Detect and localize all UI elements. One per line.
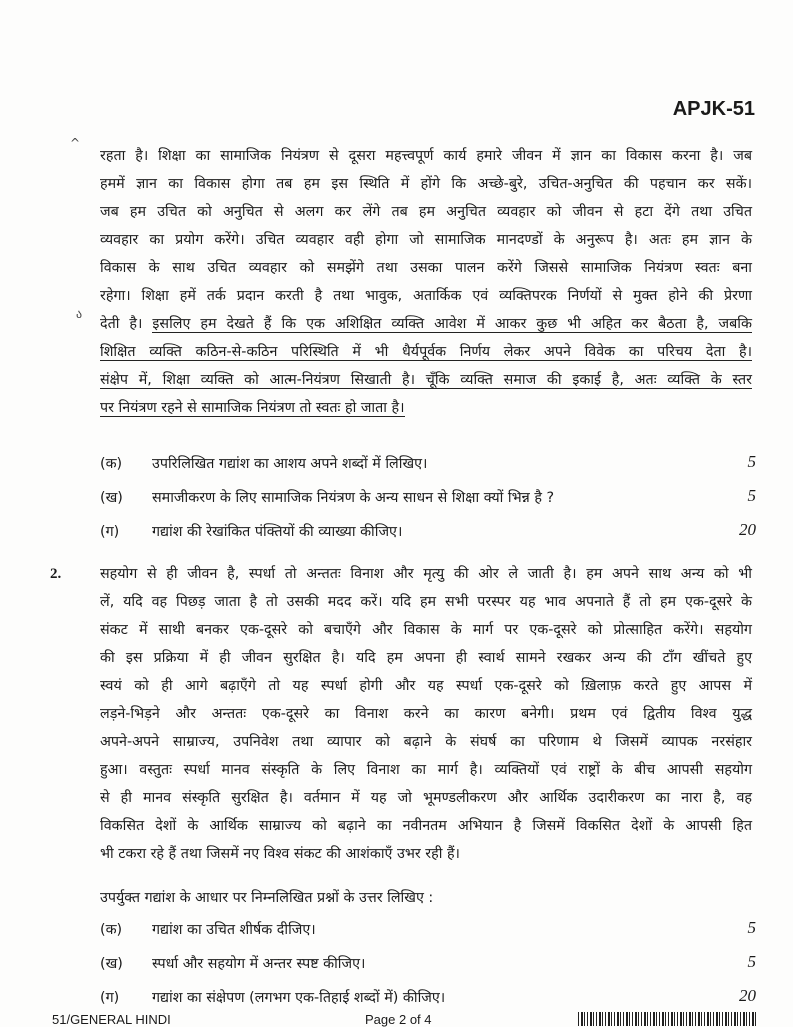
question-2c	[100, 984, 760, 1012]
question-label: (ख)	[100, 490, 123, 506]
underlined-text: इसलिए हम देखते हैं कि एक अशिक्षित व्यक्ति आवेश में आकर कुछ भी अहित कर बैठता है, जबकि	[152, 316, 752, 332]
passage-1	[100, 142, 752, 422]
question-marks: 5	[747, 952, 756, 971]
passage-text: देती है।	[100, 316, 153, 332]
question-2a	[100, 916, 760, 944]
passage-2	[100, 560, 752, 868]
question-marks: 5	[747, 452, 756, 471]
margin-mark: ^	[70, 136, 81, 150]
passage-line: भी टकरा रहे हैं तथा जिसमें नए विश्व संकट की आशंकाएँ उभर रही हैं।	[100, 846, 460, 862]
instruction-text: उपर्युक्त गद्यांश के आधार पर निम्नलिखित प्रश्नों के उत्तर लिखिए :	[100, 890, 434, 906]
question-text: समाजीकरण के लिए सामाजिक नियंत्रण के अन्य साधन से शिक्षा क्यों भिन्न है ?	[152, 490, 555, 506]
passage-line: रहता है। शिक्षा का सामाजिक नियंत्रण से दूसरा महत्त्वपूर्ण कार्य हमारे जीवन में ज्ञान का विकास करना है। जब	[100, 148, 752, 164]
question-2b	[100, 950, 760, 978]
question-text: गद्यांश का संक्षेपण (लगभग एक-तिहाई शब्दों में) कीजिए।	[152, 990, 446, 1006]
passage-line	[100, 394, 752, 422]
question-label: (क)	[100, 922, 123, 938]
question-marks: 5	[747, 486, 756, 505]
passage-line: विकसित देशों के आर्थिक साम्राज्य को बढ़ाने का नवीनतम अभियान है जिसमें विकसित देशों के आपसी हित	[100, 818, 752, 834]
question-text: गद्यांश की रेखांकित पंक्तियों की व्याख्या कीजिए।	[152, 524, 403, 540]
passage-line: रहेगा। शिक्षा हमें तर्क प्रदान करती है तथा भावुक, अतार्किक एवं व्यक्तिपरक निर्णयों से मुक्त होने की प्रेरणा	[100, 288, 752, 304]
question-text: गद्यांश का उचित शीर्षक दीजिए।	[152, 922, 316, 938]
underlined-text: पर नियंत्रण रहने से सामाजिक नियंत्रण तो स्वतः हो जाता है।	[100, 400, 405, 416]
question-number: 2.	[50, 566, 62, 582]
passage-line: हममें ज्ञान का विकास होगा तब हम इस स्थिति में होंगे कि अच्छे-बुरे, उचित-अनुचित की पहचान कर सकें।	[100, 176, 752, 192]
passage-line: हुआ। वस्तुतः स्पर्धा मानव संस्कृति के लिए विनाश का मार्ग है। व्यक्तियों एवं राष्ट्रों के बीच आपसी सहयोग	[100, 762, 752, 778]
question-marks: 5	[747, 918, 756, 937]
question-label: (क)	[100, 456, 123, 472]
page-number: Page 2 of 4	[365, 1012, 432, 1027]
question-label: (ख)	[100, 956, 123, 972]
underlined-text: संक्षेप में, शिक्षा व्यक्ति को आत्म-नियंत्रण सिखाती है। चूँकि व्यक्ति समाज की इकाई है, अतः व्यक्ति के स्तर	[100, 372, 752, 388]
passage-line: लड़ने-भिड़ने और अन्ततः एक-दूसरे का विनाश करने का कारण बनेगी। प्रथम एवं द्वितीय विश्व युद्ध	[100, 706, 752, 722]
underlined-text: शिक्षित व्यक्ति कठिन-से-कठिन परिस्थिति में भी धैर्यपूर्वक निर्णय लेकर अपने विवेक का परिचय देता है।	[100, 344, 752, 360]
question-text: उपरिलिखित गद्यांश का आशय अपने शब्दों में लिखिए।	[152, 456, 428, 472]
passage-line: संकट में साथी बनकर एक-दूसरे को बचाएँगे और विकास के मार्ग पर एक-दूसरे को प्रोत्साहित करेंगे। सहयोग	[100, 622, 752, 638]
passage-line: स्वयं को ही आगे बढ़ाएँगे तो यह स्पर्धा होगी और यह स्पर्धा एक-दूसरे को ख़िलाफ़ करते हुए आपस में	[100, 678, 752, 694]
question-marks: 20	[739, 520, 756, 539]
margin-mark: ა	[76, 307, 83, 321]
passage-line: जब हम उचित को अनुचित से अलग कर लेंगे तब हम अनुचित व्यवहार को जीवन से हटा देंगे तथा उचित	[100, 204, 752, 220]
passage-line	[100, 310, 752, 338]
passage-line: लें, यदि वह पिछड़ जाता है तो उसकी मदद करें। यदि हम सभी परस्पर यह भाव अपनाते हैं तो हम एक-दूसरे के	[100, 594, 752, 610]
passage-line	[100, 366, 752, 394]
passage-line: विकास के साथ उचित व्यवहार को समझेंगे तथा उसका पालन करेंगे जिससे सामाजिक नियंत्रण स्वतः बना	[100, 260, 752, 276]
question-label: (ग)	[100, 990, 120, 1006]
question-text: स्पर्धा और सहयोग में अन्तर स्पष्ट कीजिए।	[152, 956, 366, 972]
question-1a	[100, 450, 760, 478]
passage-line: अपने-अपने साम्राज्य, उपनिवेश तथा व्यापार को बढ़ाने के संघर्ष का परिणाम थे जिसमें व्यापक नरसंहार	[100, 734, 752, 750]
paper-code: APJK-51	[672, 98, 755, 120]
passage-line	[100, 338, 752, 366]
passage-line: व्यवहार का प्रयोग करेंगे। उचित व्यवहार वही होगा जो सामाजिक मानदण्डों के अनुरूप है। अतः हम ज्ञान के	[100, 232, 752, 248]
passage-line: सहयोग से ही जीवन है, स्पर्धा तो अन्ततः विनाश और मृत्यु की ओर ले जाती है। हम अपने साथ अन्य को भी	[100, 566, 752, 582]
question-label: (ग)	[100, 524, 120, 540]
footer-paper-name: 51/GENERAL HINDI	[52, 1012, 171, 1027]
question-marks: 20	[739, 986, 756, 1005]
question-1b	[100, 484, 760, 512]
question-1c	[100, 518, 760, 546]
passage-line: की इस प्रक्रिया में ही जीवन सुरक्षित है। यदि हम अपना ही स्वार्थ सामने रखकर अन्य की टाँग खींचते हुए	[100, 650, 752, 666]
passage-line: से ही मानव संस्कृति सुरक्षित है। वर्तमान में यह जो भूमण्डलीकरण और आर्थिक उदारीकरण का नारा है, वह	[100, 790, 752, 806]
